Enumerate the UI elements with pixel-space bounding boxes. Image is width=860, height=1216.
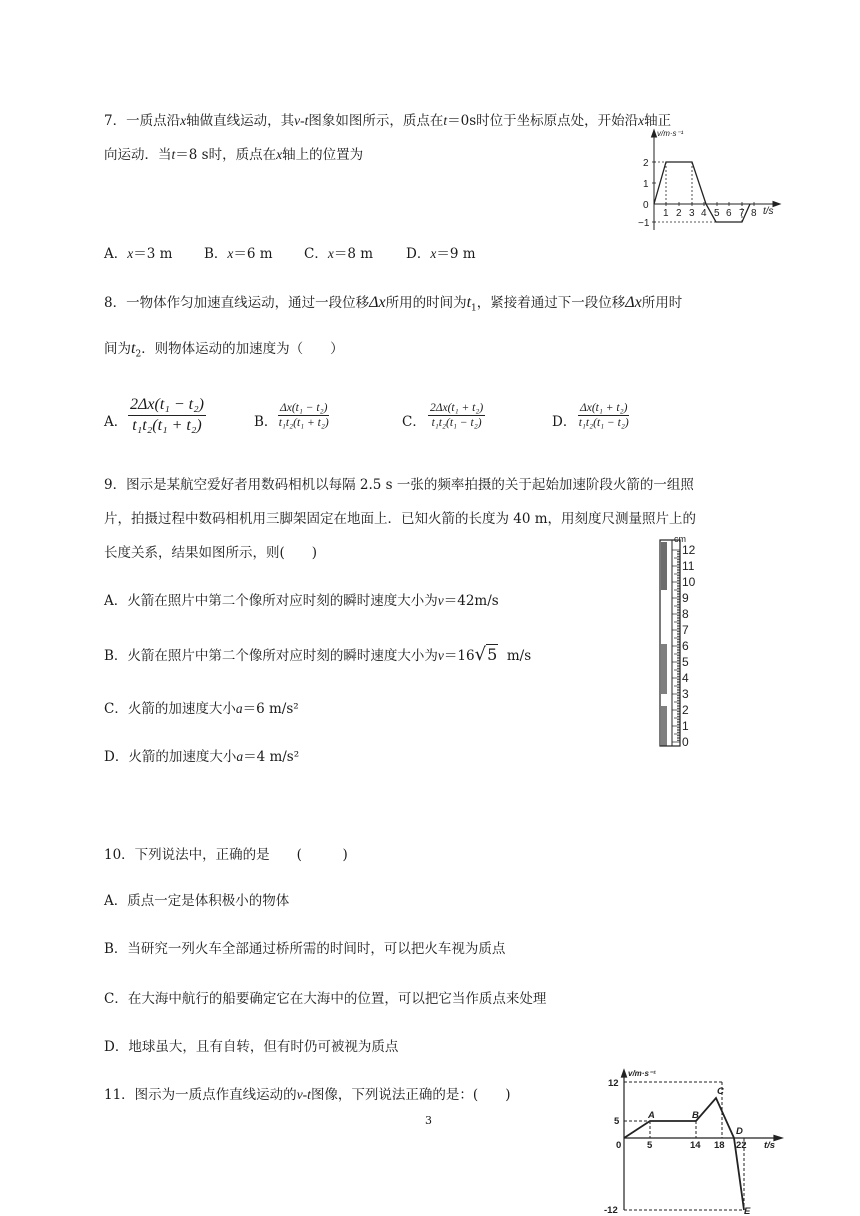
q7-graph-ylabel: v/m·s⁻¹ <box>657 129 684 138</box>
q8-option-b-label[interactable]: B． <box>254 414 278 430</box>
q7-vt-graph <box>632 126 784 238</box>
q11-ytick: -12 <box>604 1205 618 1216</box>
q8-option-a-fraction[interactable]: $\frac{\text{2Δx(t₁ − t₂)}}{\text{t₁t₂(t₁ + t₂)}}$ <box>130 396 204 434</box>
q11-xtick: 5 <box>647 1140 653 1151</box>
ruler-tick-label: 3 <box>682 687 689 701</box>
q9-line1: 9．图示是某航空爱好者用数码相机以每隔 2.5 s 一张的频率拍摄的关于起始加速阶段火箭的一组照 <box>104 477 694 493</box>
ruler-tick-label: 10 <box>682 575 696 589</box>
q11-point-label: C <box>717 1086 724 1097</box>
q11-graph-xlabel: t/s <box>764 1140 776 1151</box>
q7-ytick: 1 <box>643 179 649 190</box>
rocket-image <box>661 542 667 590</box>
ruler-tick-label: 8 <box>682 607 689 621</box>
q7-option-a[interactable]: A．x＝3 m <box>104 246 173 262</box>
rocket-image <box>661 706 667 746</box>
q7-xtick: 1 <box>663 208 669 219</box>
q7-graph-xlabel: t/s <box>763 206 774 217</box>
q7-xtick: 5 <box>714 208 720 219</box>
ruler-tick-label: 9 <box>682 591 689 605</box>
q8-line2: 间为$t_2$．则物体运动的加速度为（ ） <box>104 340 344 360</box>
q10-option-a[interactable]: A．质点一定是体积极小的物体 <box>104 893 290 909</box>
q8-line1: 8．一物体作匀加速直线运动，通过一段位移Δx所用的时间为$t_1$，紧接着通过下一段位移Δx所用时 <box>104 294 683 314</box>
q11-graph-ylabel: v/m·s⁻¹ <box>628 1069 656 1078</box>
q7-xtick: 3 <box>689 208 695 219</box>
ruler-tick-label: 0 <box>682 735 689 749</box>
q9-option-b[interactable]: B．火箭在照片中第二个像所对应时刻的瞬时速度大小为v＝16√5 m/s <box>104 644 532 665</box>
q11-ytick: 12 <box>608 1078 619 1089</box>
ruler-tick-label: 12 <box>682 543 696 557</box>
q7-option-b[interactable]: B．x＝6 m <box>204 246 273 262</box>
ruler-tick-label: 4 <box>682 671 689 685</box>
q8-option-b-fraction[interactable]: $\frac{\text{Δx(t₁ − t₂)}}{\text{t₁t₂(t₁ + t₂)}}$ <box>278 402 329 429</box>
q9-ruler-figure <box>652 534 712 750</box>
q8-option-c-fraction[interactable]: $\frac{\text{2Δx(t₁ + t₂)}}{\text{t₁t₂(t₁ − t₂)}}$ <box>430 402 484 429</box>
q7-ytick: 2 <box>643 158 649 169</box>
q11-point-label: E <box>744 1206 751 1216</box>
q10-stem: 10．下列说法中，正确的是 ( ) <box>104 847 348 863</box>
q7-line2: 向运动．当t＝8 s时，质点在x轴上的位置为 <box>104 147 364 163</box>
q9-option-d[interactable]: D．火箭的加速度大小a＝4 m/s² <box>104 749 300 765</box>
ruler-tick-label: 2 <box>682 703 689 717</box>
q11-point-label: D <box>736 1126 743 1137</box>
q8-option-c-label[interactable]: C． <box>402 414 426 430</box>
q7-xtick: 6 <box>726 208 732 219</box>
q11-vt-curve <box>624 1098 744 1210</box>
page-number: 3 <box>425 1114 432 1127</box>
q7-xtick: 4 <box>701 208 707 219</box>
q7-xtick: 8 <box>751 208 757 219</box>
q11-xtick: 22 <box>736 1140 747 1151</box>
ruler-tick-label: 7 <box>682 623 689 637</box>
q9-line3: 长度关系，结果如图所示，则( ) <box>104 545 318 561</box>
q10-option-d[interactable]: D．地球虽大，且有自转，但有时仍可被视为质点 <box>104 1039 399 1055</box>
q7-option-c[interactable]: C．x＝8 m <box>304 246 374 262</box>
q7-line1: 7．一质点沿x轴做直线运动，其v-t图象如图所示，质点在t＝0s时位于坐标原点处，开始沿x轴正 <box>104 113 672 129</box>
q11-vt-graph <box>604 1068 788 1216</box>
q8-option-d-label[interactable]: D． <box>552 414 577 430</box>
ruler-tick-label: 1 <box>682 719 689 733</box>
q11-graph-origin: 0 <box>616 1140 622 1151</box>
q10-option-b[interactable]: B．当研究一列火车全部通过桥所需的时间时，可以把火车视为质点 <box>104 941 506 957</box>
q11-xtick: 18 <box>714 1140 725 1151</box>
sqrt-symbol: √5 <box>474 644 498 665</box>
q7-option-d[interactable]: D．x＝9 m <box>406 246 476 262</box>
q11-stem: 11．图示为一质点作直线运动的v-t图像，下列说法正确的是：( ) <box>104 1087 511 1103</box>
q11-point-label: A <box>648 1110 655 1121</box>
q8-option-d-fraction[interactable]: $\frac{\text{Δx(t₁ + t₂)}}{\text{t₁t₂(t₁ − t₂)}}$ <box>578 402 629 429</box>
q11-xtick: 14 <box>690 1140 701 1151</box>
ruler-tick-label: 5 <box>682 655 689 669</box>
q9-line2: 片，拍摄过程中数码相机用三脚架固定在地面上．已知火箭的长度为 40 m，用刻度尺测量照片上的 <box>104 511 697 527</box>
ruler-unit: cm <box>674 534 686 544</box>
rocket-image <box>661 644 667 694</box>
q9-option-c[interactable]: C．火箭的加速度大小a＝6 m/s² <box>104 701 299 717</box>
q11-point-label: B <box>692 1110 699 1121</box>
ruler-tick-label: 11 <box>682 559 695 573</box>
q7-ytick: −1 <box>638 218 650 229</box>
q11-ytick: 5 <box>614 1116 620 1127</box>
q8-option-a-label[interactable]: A． <box>104 414 128 430</box>
q7-xtick: 2 <box>676 208 682 219</box>
ruler-tick-label: 6 <box>682 639 689 653</box>
q7-xtick: 7 <box>739 208 745 219</box>
q10-option-c[interactable]: C．在大海中航行的船要确定它在大海中的位置，可以把它当作质点来处理 <box>104 991 547 1007</box>
q9-option-a[interactable]: A．火箭在照片中第二个像所对应时刻的瞬时速度大小为v＝42m/s <box>104 593 499 609</box>
q7-graph-origin: 0 <box>643 200 649 211</box>
